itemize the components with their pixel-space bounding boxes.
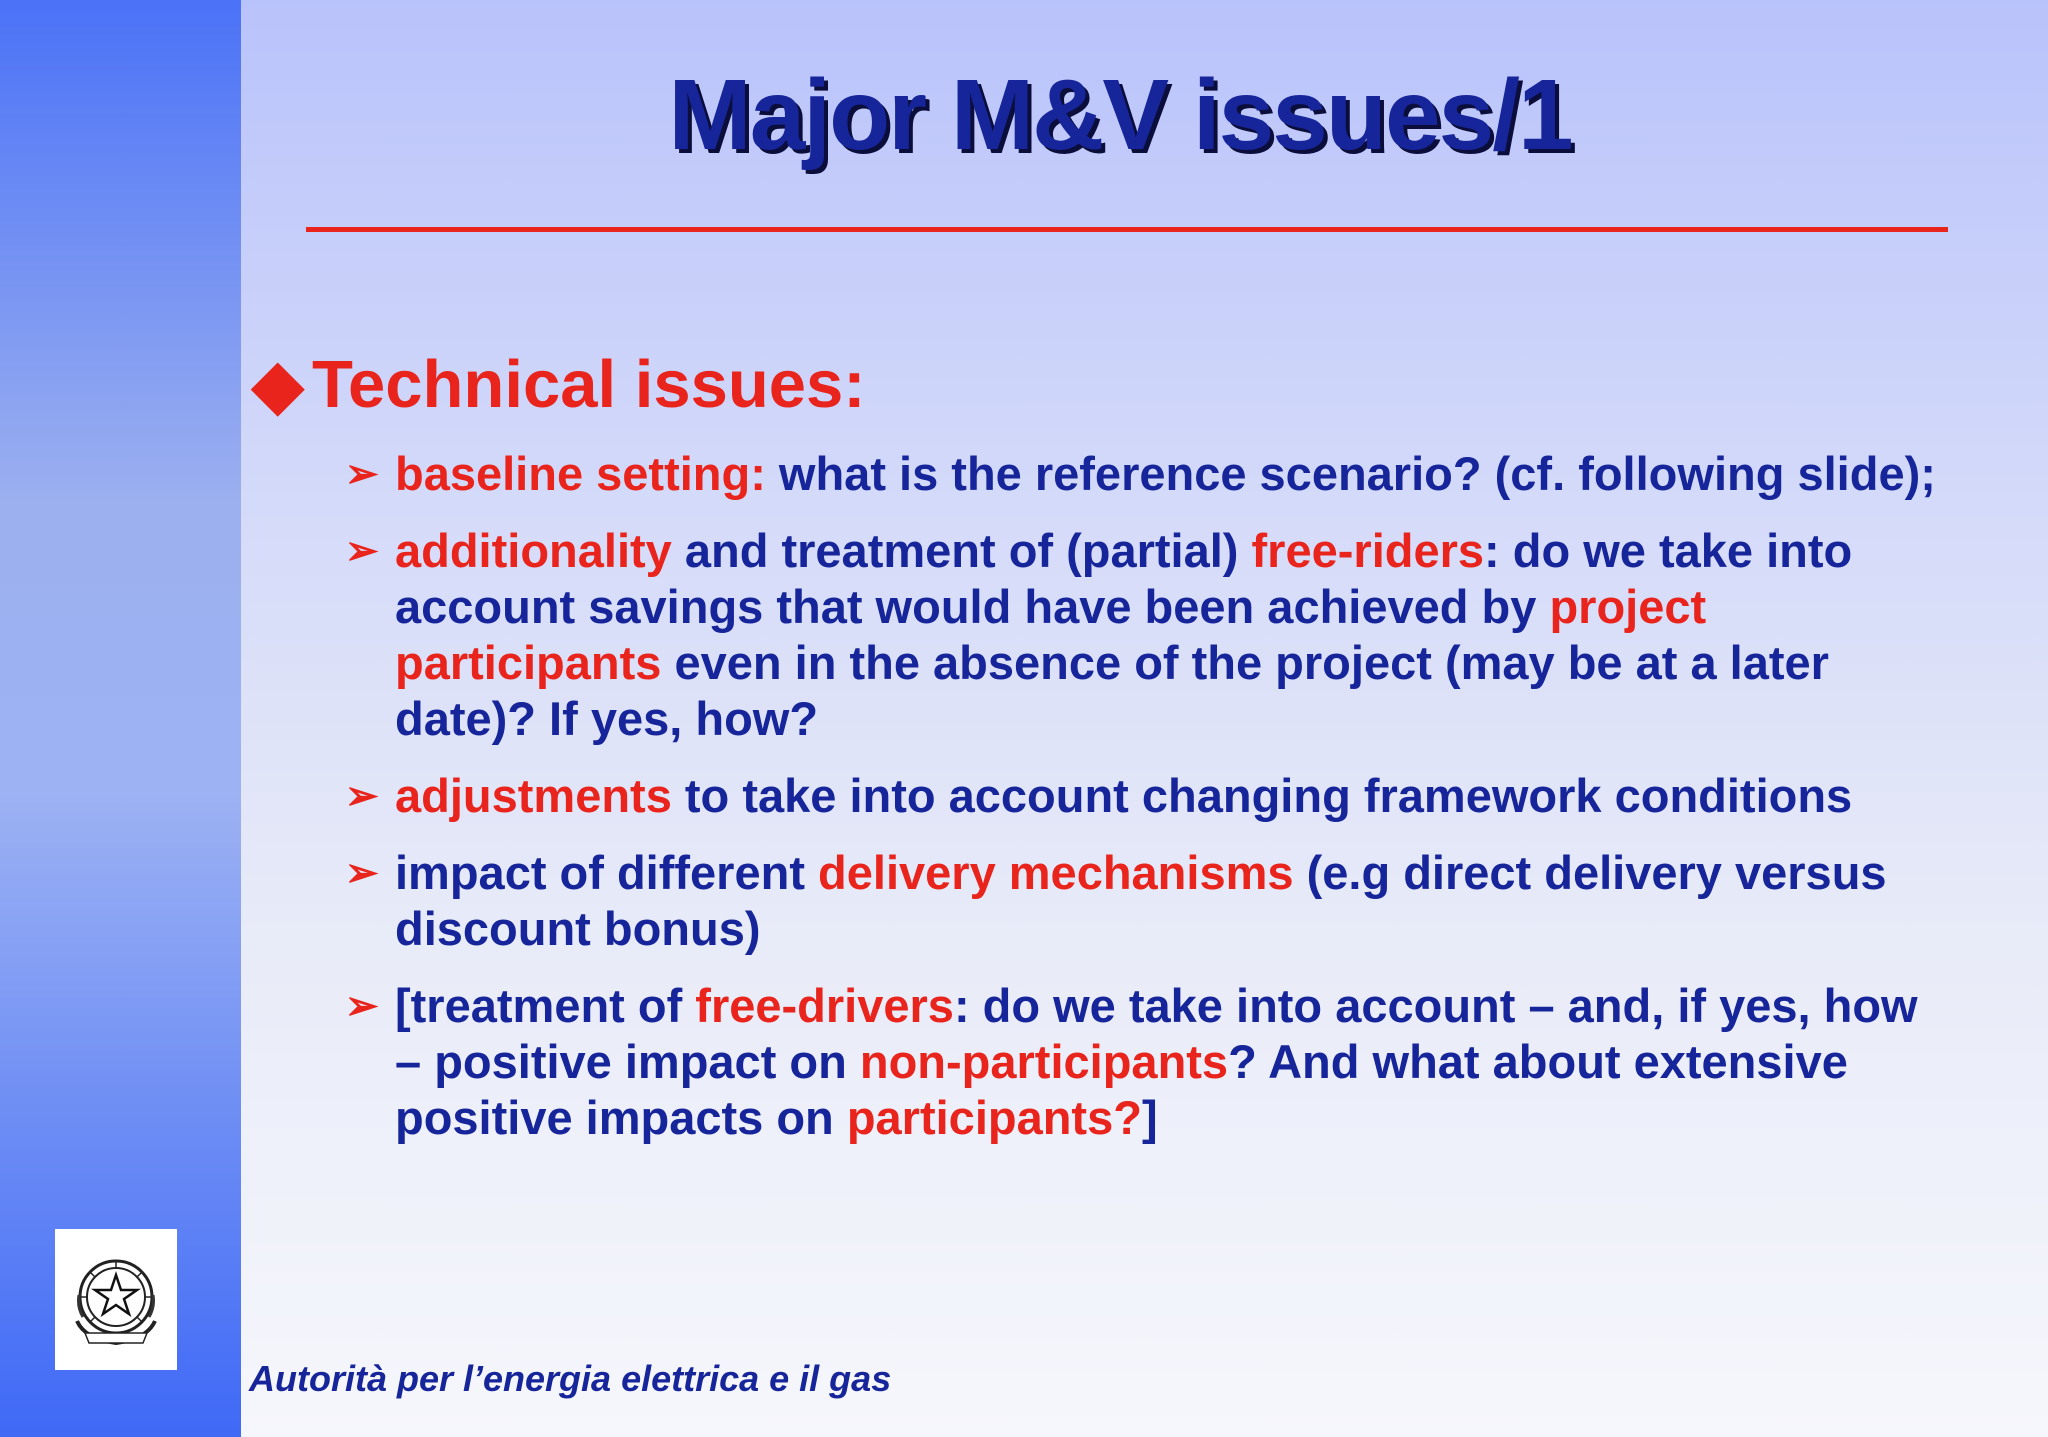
- title-divider: [306, 227, 1948, 232]
- bullet-text-segment: free-drivers: [695, 979, 954, 1032]
- arrow-bullet-icon: ➢: [345, 984, 379, 1028]
- list-item: [345, 978, 1955, 1146]
- italian-republic-emblem-icon: [63, 1247, 169, 1353]
- bullet-text-segment: what is the reference scenario? (cf. following slide);: [765, 447, 1936, 500]
- diamond-bullet-icon: ◆: [252, 347, 304, 422]
- bullet-text-segment: non-participants: [859, 1035, 1229, 1088]
- bullet-text-segment: [treatment of: [395, 979, 696, 1032]
- bullet-text-segment: adjustments: [395, 769, 672, 822]
- bullet-list: [345, 446, 1955, 1167]
- list-item: [345, 446, 1955, 502]
- arrow-bullet-icon: ➢: [345, 452, 379, 496]
- bullet-text-segment: additionality: [395, 524, 672, 577]
- emblem-box: [55, 1229, 177, 1370]
- bullet-text-segment: : do we take into account – and, if yes, how – positive impact on: [395, 979, 1918, 1088]
- bullet-text-segment: (e.g direct delivery versus discount bonus): [395, 846, 1887, 955]
- bullet-text-segment: baseline setting:: [395, 447, 766, 500]
- bullet-text-segment: ? And what about extensive positive impacts on: [395, 1035, 1848, 1144]
- bullet-text-segment: participants?: [846, 1091, 1142, 1144]
- bullet-text-segment: delivery mechanisms: [818, 846, 1294, 899]
- section-heading-text: Technical issues:: [312, 347, 866, 422]
- slide-title: Major M&V issues/1: [668, 59, 1572, 171]
- bullet-text-segment: project participants: [395, 580, 1707, 689]
- arrow-bullet-icon: ➢: [345, 774, 379, 818]
- bullet-text-segment: : do we take into account savings that would have been achieved by: [395, 524, 1853, 633]
- list-item: [345, 845, 1955, 957]
- bullet-text-segment: even in the absence of the project (may be at a later date)? If yes, how?: [395, 636, 1829, 745]
- section-heading: [252, 345, 866, 423]
- bullet-text-segment: impact of different: [395, 846, 819, 899]
- arrow-bullet-icon: ➢: [345, 851, 379, 895]
- bullet-text-segment: free-riders: [1251, 524, 1485, 577]
- side-bar: [0, 0, 241, 1437]
- bullet-text-segment: to take into account changing framework conditions: [671, 769, 1853, 822]
- bullet-text-segment: ]: [1141, 1091, 1158, 1144]
- footer-organization: Autorità per l’energia elettrica e il gas: [249, 1358, 892, 1399]
- bullet-text-segment: and treatment of (partial): [671, 524, 1252, 577]
- arrow-bullet-icon: ➢: [345, 529, 379, 573]
- list-item: [345, 523, 1955, 747]
- list-item: [345, 768, 1955, 824]
